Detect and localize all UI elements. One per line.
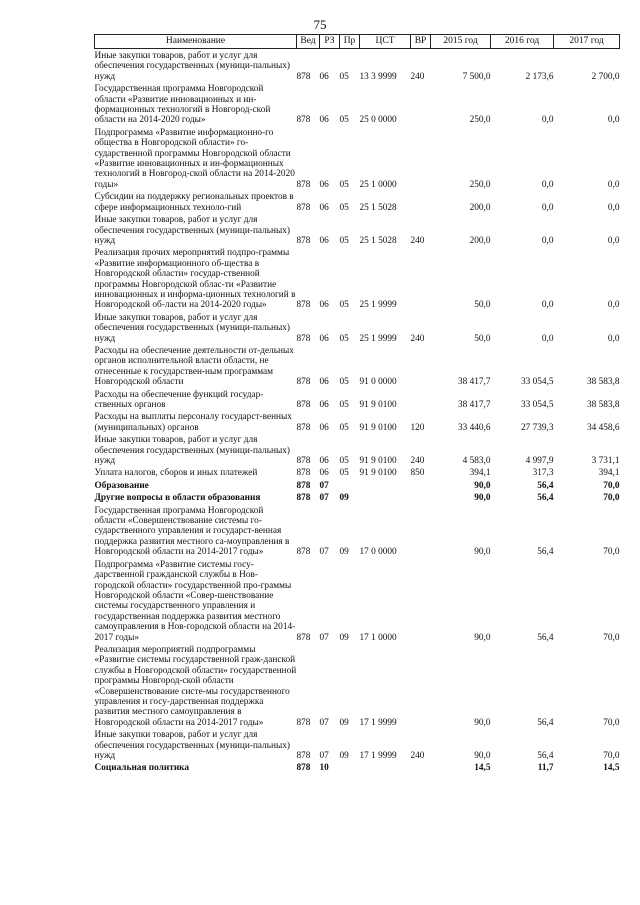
cell-ved: 878 [296, 377, 311, 388]
cell-2015: 4 583,0 [462, 456, 491, 467]
cell-name: Расходы на обеспечение функций государ-ственных органов [94, 389, 264, 410]
cell-name: Реализация мероприятий подпрограммы «Развитие системы государственной граж-данской службы в Новгородской области» государственной программы Новгород-ской области «Совершенствование систе-мы государственного управления и госу-дарственная поддержка развития местного самоуправления в Новгородской области на 2014-2017 годы» [94, 644, 297, 728]
cell-rz: 07 [319, 717, 329, 728]
table-row [95, 558, 620, 643]
table-row [95, 388, 620, 411]
cell-pr: 05 [339, 202, 349, 213]
cell-vr [411, 246, 431, 310]
cell-rz: 06 [319, 179, 329, 190]
header-name: Наименование [95, 35, 297, 49]
cell-ved: 878 [296, 202, 311, 213]
cell-2015: 14,5 [474, 763, 491, 774]
cell-2017: 3 731,1 [591, 456, 620, 467]
cell-cst: 25 1 5028 [359, 202, 397, 213]
cell-vr: 850 [410, 468, 425, 479]
cell-name: Социальная политика [94, 763, 190, 774]
cell-cst: 17 1 0000 [359, 632, 397, 643]
table-row [95, 213, 620, 246]
cell-2016: 11,7 [537, 763, 554, 774]
table-row [95, 190, 620, 213]
cell-2017: 0,0 [607, 179, 620, 190]
cell-2015: 38 417,7 [457, 400, 491, 410]
cell-2015: 38 417,7 [457, 377, 491, 388]
cell-2015: 50,0 [474, 333, 491, 344]
cell-ved: 878 [296, 763, 311, 774]
cell-2016: 33 054,5 [520, 400, 554, 410]
cell-ved: 878 [296, 480, 311, 491]
cell-vr [411, 761, 431, 773]
cell-cst: 17 1 9999 [359, 751, 397, 761]
cell-rz: 07 [319, 632, 329, 643]
table-row [95, 491, 620, 503]
cell-2017: 0,0 [607, 235, 620, 246]
cell-vr [411, 479, 431, 491]
cell-2015: 50,0 [474, 300, 491, 311]
cell-ved: 878 [296, 235, 311, 246]
cell-name: Образование [94, 480, 149, 491]
cell-name: Иные закупки товаров, работ и услуг для обеспечения государственных (муници-пальных) нужд [94, 435, 290, 467]
cell-2016: 56,4 [537, 717, 554, 728]
table-row [95, 344, 620, 388]
header-cst: ЦСТ [360, 35, 411, 49]
cell-pr: 09 [339, 547, 349, 558]
cell-2016: 317,3 [532, 468, 554, 479]
cell-ved: 878 [296, 547, 311, 558]
cell-ved: 878 [296, 456, 311, 467]
table-row [95, 433, 620, 466]
cell-2016: 56,4 [537, 493, 554, 504]
cell-rz: 06 [319, 377, 329, 388]
cell-ved: 878 [296, 71, 311, 82]
cell-name: Иные закупки товаров, работ и услуг для обеспечения государственных (муници-пальных) нужд [94, 215, 290, 246]
header-vr: ВР [411, 35, 431, 49]
cell-name: Подпрограмма «Развитие системы госу-дарственной гражданской службы в Нов-городской области» государственной про-граммы Новгородской области «Совер-шенствование системы государственного управления и государственная поддержка развития местного самоуправления в Нов-городской области на 2014-2017 годы» [94, 559, 296, 643]
table-row [95, 643, 620, 728]
cell-2017: 70,0 [603, 547, 620, 558]
cell-vr [411, 504, 431, 558]
cell-name: Расходы на выплаты персоналу государст-венных (муниципальных) органов [94, 412, 292, 433]
cell-2015: 90,0 [474, 632, 491, 643]
cell-vr [411, 190, 431, 213]
cell-cst: 25 1 0000 [359, 179, 397, 190]
cell-name: Подпрограмма «Развитие информационно-го общества в Новгородской области» го-сударственной программы Новгородской области «Развитие инновационных и ин-формационных технологий в Новгород-ской области на 2014-2020 годы» [94, 127, 295, 190]
budget-table [94, 34, 620, 774]
cell-2015: 90,0 [474, 717, 491, 728]
cell-pr: 05 [339, 377, 349, 388]
header-2016: 2016 год [491, 35, 554, 49]
cell-pr: 05 [339, 179, 349, 190]
cell-pr [340, 479, 360, 491]
cell-ved: 878 [296, 468, 311, 479]
table-row [95, 504, 620, 558]
cell-2016: 56,4 [537, 751, 554, 761]
cell-name: Уплата налогов, сборов и иных платежей [94, 468, 258, 479]
cell-vr [411, 558, 431, 643]
cell-rz: 06 [319, 115, 329, 126]
cell-pr: 05 [339, 456, 349, 467]
cell-vr [411, 388, 431, 411]
cell-rz: 06 [319, 202, 329, 213]
cell-name: Иные закупки товаров, работ и услуг для обеспечения государственных (муници-пальных) нужд [94, 730, 290, 761]
cell-pr: 05 [339, 422, 349, 433]
table-body [95, 49, 620, 774]
cell-rz: 07 [319, 493, 329, 504]
cell-2016: 56,4 [537, 547, 554, 558]
cell-pr: 05 [339, 400, 349, 410]
cell-name: Государственная программа Новгородской области «Развитие инновационных и ин-формационных технологий в Новгород-ской области на 2014-2020 годы» [94, 84, 271, 126]
cell-name: Реализация прочих мероприятий подпро-граммы «Развитие информационного об-щества в Новгородской области» государ-ственной программы Новгородской облас-ти «Развитие инновационных и информа-ционных технологий в Новгородской об-ласти на 2014-2020 годы» [94, 248, 296, 311]
cell-2015: 90,0 [474, 480, 491, 491]
cell-name: Иные закупки товаров, работ и услуг для обеспечения государственных (муници-пальных) нужд [94, 312, 290, 344]
cell-ved: 878 [296, 717, 311, 728]
cell-ved: 878 [296, 400, 311, 410]
cell-ved: 878 [296, 632, 311, 643]
cell-name: Субсидии на поддержку региональных проектов в сфере информационных техноло-гий [94, 192, 294, 213]
cell-vr: 240 [410, 456, 425, 467]
cell-2016: 4 997,9 [525, 456, 554, 467]
cell-cst: 17 0 0000 [359, 547, 397, 558]
cell-vr [411, 491, 431, 503]
cell-2017: 34 458,6 [586, 422, 620, 433]
cell-cst: 25 1 9999 [359, 333, 397, 344]
cell-ved: 878 [296, 751, 311, 761]
cell-2017: 0,0 [607, 202, 620, 213]
cell-2016: 27 739,3 [520, 422, 554, 433]
cell-cst: 91 9 0100 [359, 422, 397, 433]
cell-2017: 0,0 [607, 115, 620, 126]
page-number: 75 [313, 17, 327, 32]
cell-2015: 200,0 [469, 202, 491, 213]
cell-2016: 0,0 [541, 115, 554, 126]
cell-2015: 90,0 [474, 751, 491, 761]
cell-name: Иные закупки товаров, работ и услуг для обеспечения государственных (муници-пальных) нужд [94, 51, 290, 82]
cell-rz: 10 [319, 763, 329, 774]
cell-cst [360, 491, 411, 503]
cell-name: Другие вопросы в области образования [94, 493, 261, 504]
cell-2015: 394,1 [469, 468, 491, 479]
cell-vr [411, 344, 431, 388]
cell-rz: 06 [319, 71, 329, 82]
cell-cst: 17 1 9999 [359, 717, 397, 728]
cell-ved: 878 [296, 422, 311, 433]
cell-2016: 0,0 [541, 300, 554, 311]
table-row [95, 761, 620, 773]
cell-vr: 240 [410, 333, 425, 344]
cell-2016: 0,0 [541, 179, 554, 190]
cell-2016: 2 173,6 [525, 71, 554, 82]
cell-rz: 07 [319, 480, 329, 491]
cell-vr: 240 [410, 71, 425, 82]
cell-pr: 05 [339, 71, 349, 82]
cell-rz: 06 [319, 235, 329, 246]
table-row [95, 410, 620, 433]
cell-rz: 07 [319, 751, 329, 761]
cell-cst: 25 0 0000 [359, 115, 397, 126]
cell-pr: 09 [339, 751, 349, 761]
table-row [95, 479, 620, 491]
cell-2017: 0,0 [607, 300, 620, 311]
table-row [95, 466, 620, 478]
table-row [95, 49, 620, 83]
cell-ved: 878 [296, 179, 311, 190]
cell-pr: 05 [339, 235, 349, 246]
table-row [95, 82, 620, 126]
table-header-row [95, 35, 620, 49]
cell-rz: 06 [319, 456, 329, 467]
cell-vr [411, 643, 431, 728]
cell-cst: 91 9 0100 [359, 468, 397, 479]
cell-2017: 38 583,8 [586, 377, 620, 388]
cell-pr: 05 [339, 468, 349, 479]
cell-vr: 120 [410, 422, 425, 433]
cell-pr: 09 [339, 632, 349, 643]
cell-pr: 09 [339, 717, 349, 728]
cell-2017: 70,0 [603, 493, 620, 504]
cell-ved: 878 [296, 493, 311, 504]
table-row [95, 126, 620, 190]
cell-2017: 70,0 [603, 632, 620, 643]
cell-vr [411, 82, 431, 126]
cell-2017: 394,1 [598, 468, 620, 479]
cell-cst: 91 9 0100 [359, 456, 397, 467]
cell-2015: 90,0 [474, 547, 491, 558]
cell-rz: 06 [319, 422, 329, 433]
cell-2016: 0,0 [541, 333, 554, 344]
cell-pr: 05 [339, 300, 349, 311]
cell-pr: 09 [339, 493, 349, 504]
cell-cst [360, 479, 411, 491]
header-2015: 2015 год [431, 35, 491, 49]
cell-cst: 25 1 5028 [359, 235, 397, 246]
cell-2017: 38 583,8 [586, 400, 620, 410]
cell-ved: 878 [296, 115, 311, 126]
table-row [95, 311, 620, 344]
header-pr: Пр [340, 35, 360, 49]
cell-vr [411, 126, 431, 190]
cell-cst: 13 3 9999 [359, 71, 397, 82]
cell-rz: 06 [319, 333, 329, 344]
cell-2016: 33 054,5 [520, 377, 554, 388]
cell-ved: 878 [296, 333, 311, 344]
cell-2016: 0,0 [541, 202, 554, 213]
cell-rz: 06 [319, 468, 329, 479]
cell-pr [340, 761, 360, 773]
cell-2015: 7 500,0 [462, 71, 491, 82]
cell-2015: 250,0 [469, 115, 491, 126]
cell-rz: 07 [319, 547, 329, 558]
cell-cst [360, 761, 411, 773]
cell-2016: 56,4 [537, 480, 554, 491]
header-ved: Вед [297, 35, 320, 49]
cell-cst: 91 9 0100 [359, 400, 397, 410]
cell-2017: 70,0 [603, 717, 620, 728]
cell-rz: 06 [319, 400, 329, 410]
header-2017: 2017 год [554, 35, 620, 49]
cell-2015: 90,0 [474, 493, 491, 504]
cell-2016: 56,4 [537, 632, 554, 643]
cell-vr: 240 [410, 751, 425, 761]
table-row [95, 246, 620, 310]
cell-2016: 0,0 [541, 235, 554, 246]
cell-cst: 25 1 9999 [359, 300, 397, 311]
cell-2017: 0,0 [607, 333, 620, 344]
cell-rz: 06 [319, 300, 329, 311]
cell-2017: 2 700,0 [591, 71, 620, 82]
table-row [95, 728, 620, 761]
cell-pr: 05 [339, 333, 349, 344]
cell-2015: 250,0 [469, 179, 491, 190]
cell-2017: 70,0 [603, 751, 620, 761]
cell-2015: 33 440,6 [457, 422, 491, 433]
header-rz: РЗ [320, 35, 340, 49]
cell-cst: 91 0 0000 [359, 377, 397, 388]
cell-name: Государственная программа Новгородской области «Совершенствование системы го-сударственного управления и государст-венная поддержка развития местного са-моуправления в Новгородской области на 2014-2017 годы» [94, 505, 290, 558]
cell-name: Расходы на обеспечение деятельности от-дельных органов исполнительной власти области, не отнесенные к государствен-ным программам Новгородской области [94, 345, 294, 388]
cell-ved: 878 [296, 300, 311, 311]
cell-2015: 200,0 [469, 235, 491, 246]
cell-vr: 240 [410, 235, 425, 246]
cell-pr: 05 [339, 115, 349, 126]
cell-2017: 14,5 [603, 763, 620, 774]
cell-2017: 70,0 [603, 480, 620, 491]
